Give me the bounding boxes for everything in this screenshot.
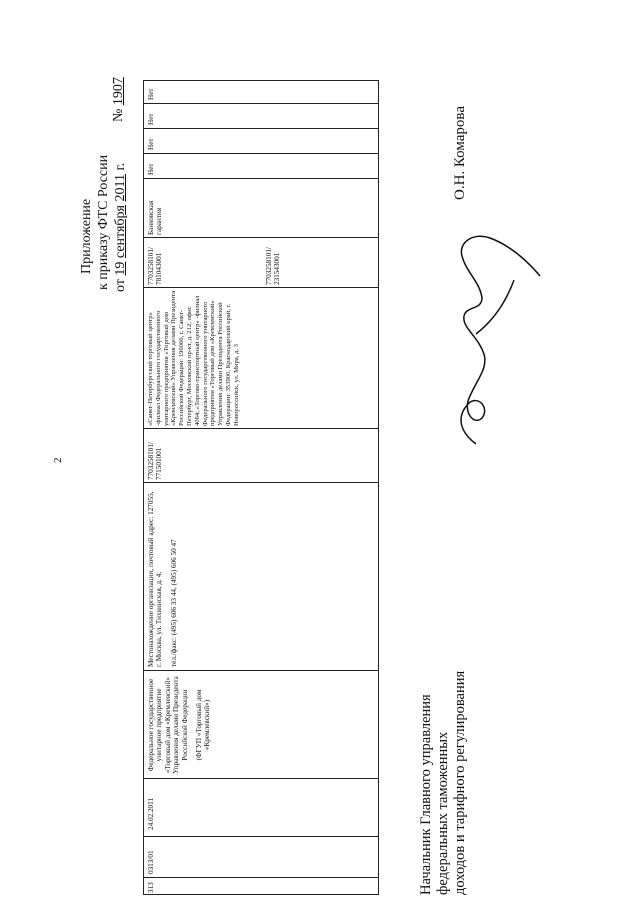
appendix-order: к приказу ФТС России <box>96 154 111 290</box>
organization-short-name: (ФГУП «Торговый дом «Кремлевский») <box>195 689 212 761</box>
branch-inn-kpp-1: 7703258101/ 781043001 <box>147 247 164 285</box>
row-date: 24.02.2011 <box>147 797 155 830</box>
registry-table <box>143 80 379 895</box>
page-number: 2 <box>52 457 64 463</box>
column-divider <box>144 178 378 179</box>
number-value: 1907 <box>111 77 126 106</box>
address-cell <box>147 487 377 667</box>
signatory-name: О.Н. Комарова <box>452 106 468 200</box>
flag-cell: Нет <box>147 138 155 150</box>
column-divider <box>144 877 378 878</box>
date-year-suffix: г. <box>113 162 128 171</box>
position-line: федеральных таможенных <box>435 731 451 895</box>
organization-phone: тел./факс: (495) 606 33 44, (495) 606 50 47 <box>169 539 178 667</box>
column-divider <box>144 428 378 429</box>
column-divider <box>144 153 378 154</box>
column-divider <box>144 128 378 129</box>
branches: «Санкт-Петербургский торговый центр» -филиал Федерального государственного унитарного предприятия «Торговый дом «Кремлевский» Управления делами Президента Российской Федерации: 196066, г. Санкт-Петербург, Московский пр-кт, д. 212, офис 4064; «Торгово-транспортный центр» -филиал Федерального государственного унитарного предприятия «Торговый дом «Кремлевский» Управления делами Президента Российской Федерации: 353900, Краснодарский край, г. Новороссийск, ул. Мира, д. 3 <box>147 290 240 426</box>
guarantee-type: Банковская гарантия <box>147 200 164 235</box>
column-divider <box>144 287 378 288</box>
flag-cell: Нет <box>147 163 155 175</box>
appendix-title: Приложение <box>79 198 94 274</box>
date-year: 2011 <box>113 174 128 202</box>
row-code: 0313/01 <box>147 850 155 874</box>
date-prefix: от <box>113 279 128 292</box>
inn-kpp: 7703258101/ 771501001 <box>147 442 164 480</box>
organization-cell <box>147 674 377 776</box>
organization-name: Федеральное государственное унитарное предприятие «Торговый дом «Кремлевский» Управления делами Президента Российской Федерации <box>147 676 189 774</box>
flag-cell: Нет <box>147 88 155 100</box>
date-month: сентября <box>113 205 128 259</box>
position-line: доходов и тарифного регулирования <box>452 670 468 895</box>
column-divider <box>144 836 378 837</box>
flag-cell: Нет <box>147 113 155 125</box>
column-divider <box>144 778 378 779</box>
position-line: Начальник Главного управления <box>418 694 434 895</box>
organization-address: Местонахождение организации, почтовый адрес: 127055, г. Москва, ул. Тихвинская, д. 4; <box>147 491 164 667</box>
handwritten-signature <box>418 222 548 452</box>
signatory-position <box>418 671 469 895</box>
date-day: 19 <box>113 261 128 276</box>
column-divider <box>144 670 378 671</box>
column-divider <box>144 237 378 238</box>
row-number: 313 <box>147 882 155 893</box>
branch-inn-kpp-2: 7703258101/ 231543001 <box>265 247 282 285</box>
number-label: № <box>111 108 126 122</box>
column-divider <box>144 103 378 104</box>
column-divider <box>144 482 378 483</box>
order-number <box>111 77 127 122</box>
